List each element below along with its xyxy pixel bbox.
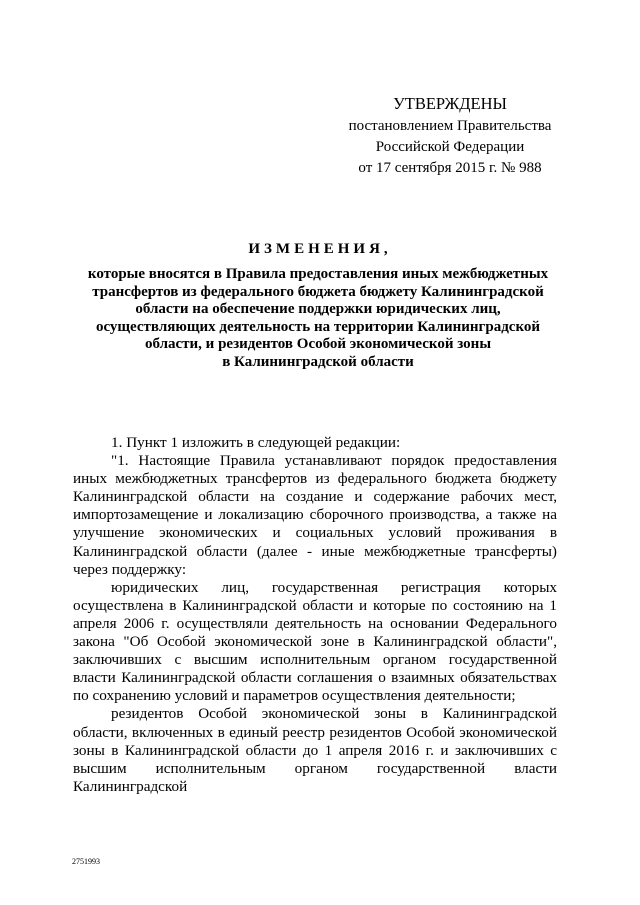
document-subtitle xyxy=(75,266,561,371)
subtitle-line-1: которые вносятся в Правила предоставления иных межбюджетных xyxy=(87,266,549,282)
approval-block xyxy=(330,92,570,179)
paragraph-1: 1. Пункт 1 изложить в следующей редакции: xyxy=(111,434,401,451)
approval-line-1: постановлением Правительства xyxy=(348,118,552,134)
document-body xyxy=(73,434,557,796)
approval-heading: УТВЕРЖДЕНЫ xyxy=(393,94,507,113)
subtitle-line-6: в Калининградской области xyxy=(222,353,414,370)
document-code: 2751993 xyxy=(72,857,100,866)
paragraph-3: юридических лиц, государственная регистрация которых осуществлена в Калининградской области и которые по состоянию на 1 апреля 2006 г. осуществляли деятельность на основании Федерального закона "Об Особой экономической зоне в Калининградской области", заключивших с высшим исполнительным органом государственной власти Калининградской области соглашения о взаимных обязательствах по сохранению условий и параметров осуществления деятельности; xyxy=(73,578,557,705)
document-title: ИЗМЕНЕНИЯ, xyxy=(248,241,392,257)
subtitle-line-4: осуществляющих деятельность на территории Калининградской xyxy=(95,318,541,335)
paragraph-4: резидентов Особой экономической зоны в Калининградской области, включенных в единый реестр резидентов Особой экономической зоны в Калининградской области до 1 апреля 2016 г. и заключивших с высшим исполнительным органом государственной власти Калининградской xyxy=(73,705,557,795)
approval-line-2: Российской Федерации xyxy=(375,139,525,155)
subtitle-line-5: области, и резидентов Особой экономической зоны xyxy=(144,336,492,352)
approval-line-3: от 17 сентября 2015 г. № 988 xyxy=(358,160,542,176)
subtitle-line-3: области на обеспечение поддержки юридических лиц, xyxy=(135,301,501,317)
subtitle-line-2: трансфертов из федерального бюджета бюджету Калининградской xyxy=(92,283,544,300)
paragraph-2: "1. Настоящие Правила устанавливают порядок предоставления иных межбюджетных трансфертов из федерального бюджета бюджету Калининградской области на создание и содержание рабочих мест, импортозамещение и локализацию сборочного производства, а также на улучшение экономических и социальных условий проживания в Калининградской области (далее - иные межбюджетные трансферты) через поддержку: xyxy=(73,452,557,578)
